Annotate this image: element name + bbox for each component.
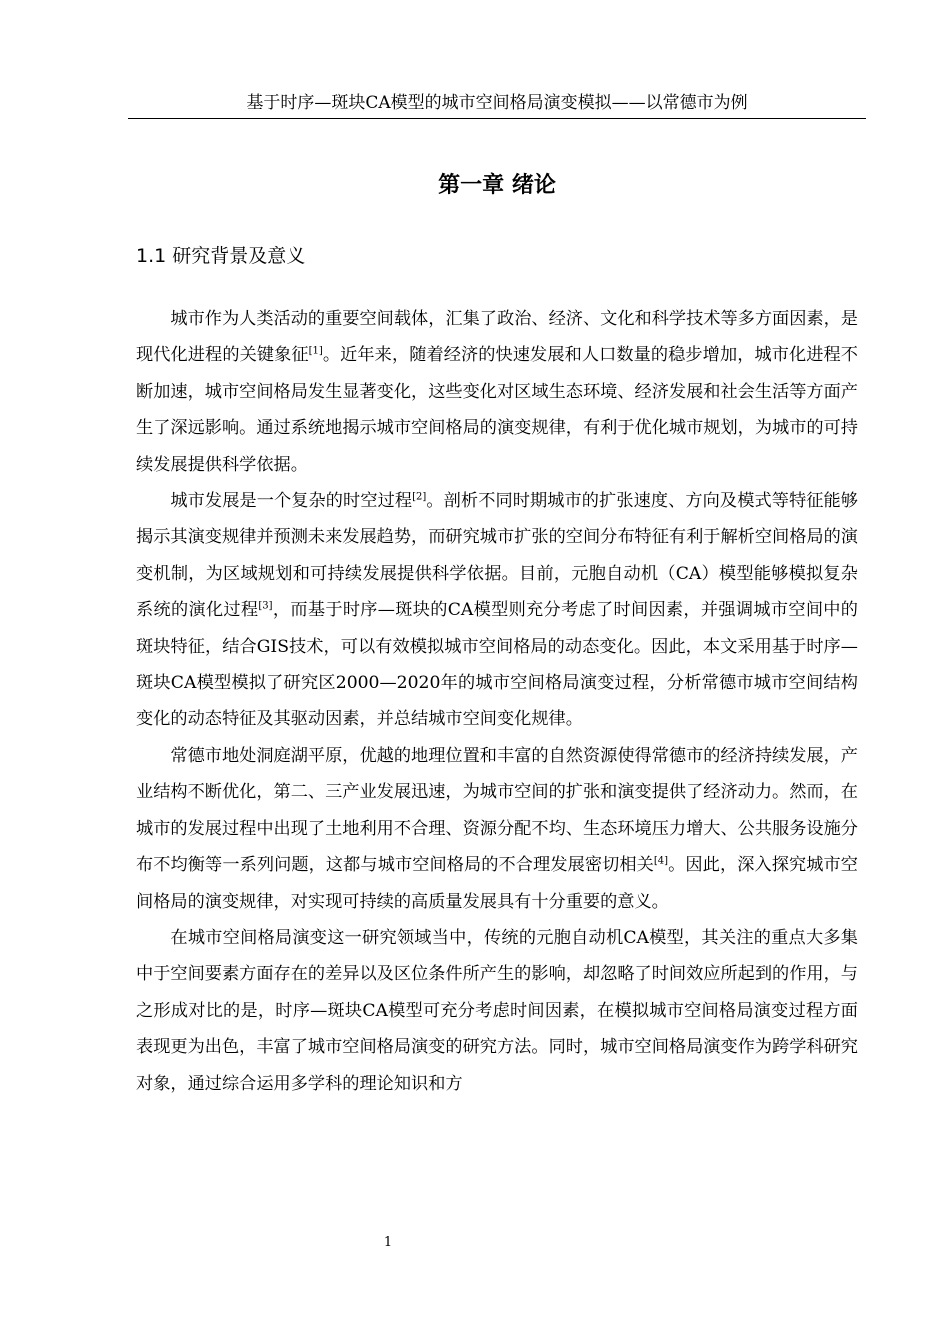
- citation-ref: [1]: [308, 345, 323, 357]
- paragraph-text: ，而基于时序—斑块的CA模型则充分考虑了时间因素，并强调城市空间中的斑块特征，结合GIS技术，可以有效模拟城市空间格局的动态变化。因此，本文采用基于时序—斑块CA模型模拟了研究区2000—2020年的城市空间格局演变过程，分析常德市城市空间结构变化的动态特征及其驱动因素，并总结城市空间变化规律。: [136, 600, 858, 730]
- paragraph-text: 常德市地处洞庭湖平原，优越的地理位置和丰富的自然资源使得常德市的经济持续发展，产业结构不断优化，第二、三产业发展迅速，为城市空间的扩张和演变提供了经济动力。然而，在城市的发展过程中出现了土地利用不合理、资源分配不均、生态环境压力增大、公共服务设施分布不均衡等一系列问题，这都与城市空间格局的不合理发展密切相关: [136, 745, 858, 876]
- paragraph-text: 。剖析不同时期城市的扩张速度、方向及模式等特征能够揭示其演变规律并预测未来发展趋势，而研究城市扩张的空间分布特征有利于解析空间格局的演变机制，为区域规划和可持续发展提供科学依据。目前，元胞自动机（CA）模型能够模拟复杂系统的演化过程: [136, 491, 858, 621]
- body-text: [136, 301, 858, 1102]
- citation-ref: [2]: [412, 491, 427, 503]
- paragraph-1: [136, 301, 858, 483]
- citation-ref: [3]: [258, 600, 273, 612]
- paragraph-text: 。因此，深入探究城市空间格局的演变规律，对实现可持续的高质量发展具有十分重要的意义。: [136, 855, 858, 912]
- paragraph-text: 城市作为人类活动的重要空间载体，汇集了政治、经济、文化和科学技术等多方面因素，是现代化进程的关键象征: [136, 309, 858, 366]
- paragraph-3: [136, 738, 858, 920]
- page-number: 1: [383, 1235, 393, 1250]
- chapter-title: 第一章 绪论: [438, 173, 556, 198]
- paragraph-text: 。近年来，随着经济的快速发展和人口数量的稳步增加，城市化进程不断加速，城市空间格局发生显著变化，这些变化对区域生态环境、经济发展和社会生活等方面产生了深远影响。通过系统地揭示城市空间格局的演变规律，有利于优化城市规划，为城市的可持续发展提供科学依据。: [136, 345, 858, 475]
- paragraph-text: 在城市空间格局演变这一研究领域当中，传统的元胞自动机CA模型，其关注的重点大多集中于空间要素方面存在的差异以及区位条件所产生的影响，却忽略了时间效应所起到的作用，与之形成对比的是，时序—斑块CA模型可充分考虑时间因素，在模拟城市空间格局演变过程方面表现更为出色，丰富了城市空间格局演变的研究方法。同时，城市空间格局演变作为跨学科研究对象，通过综合运用多学科的理论知识和方: [136, 927, 858, 1094]
- section-title: 1.1 研究背景及意义: [136, 245, 306, 267]
- paragraph-2: [136, 483, 858, 738]
- paragraph-4: [136, 920, 858, 1102]
- citation-ref: [4]: [653, 855, 669, 867]
- paragraph-text: 城市发展是一个复杂的时空过程: [170, 491, 413, 512]
- running-header: 基于时序—斑块CA模型的城市空间格局演变模拟——以常德市为例: [128, 90, 866, 119]
